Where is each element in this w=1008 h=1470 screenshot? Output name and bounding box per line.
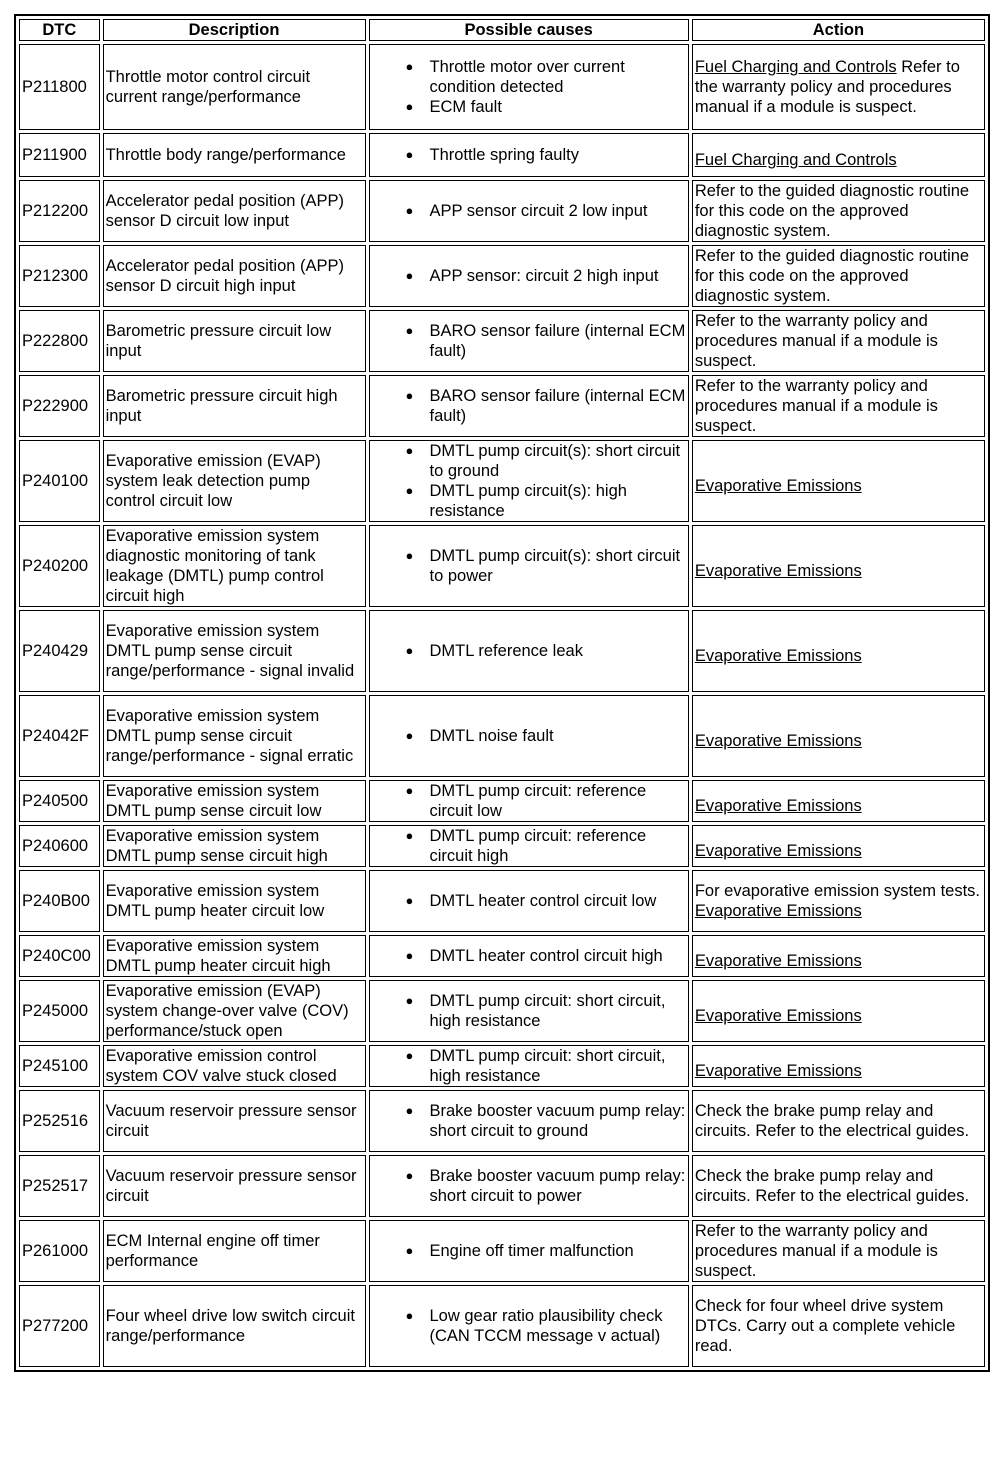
dtc-code: P245000 [19,980,100,1042]
dtc-code: P240600 [19,825,100,867]
action-link[interactable]: Evaporative Emissions [694,1062,862,1080]
dtc-code: P212200 [19,180,100,242]
cause-item: ● DMTL pump circuit(s): short circuit to ground [402,441,686,481]
dtc-description: Accelerator pedal position (APP) sensor D circuit low input [103,180,366,242]
dtc-description: Evaporative emission system DMTL pump heater circuit low [103,870,366,932]
dtc-code: P240200 [19,525,100,607]
cause-item: ● APP sensor circuit 2 low input [402,201,686,221]
cause-item: ● Brake booster vacuum pump relay: short circuit to ground [402,1101,686,1141]
dtc-description: Evaporative emission (EVAP) system leak detection pump control circuit low [103,440,366,522]
cause-item: ● BARO sensor failure (internal ECM fault) [402,386,686,426]
action-text: Refer to the warranty policy and procedures manual if a module is suspect. [694,58,960,116]
action-text: Refer to the warranty policy and procedures manual if a module is suspect. [694,377,938,435]
dtc-description: Evaporative emission control system COV valve stuck closed [103,1045,366,1087]
dtc-code: P240B00 [19,870,100,932]
dtc-description: Throttle motor control circuit current range/performance [103,44,366,130]
causes-list [372,321,686,361]
action-cell [692,440,985,522]
header-description: Description [103,19,366,41]
dtc-code: P245100 [19,1045,100,1087]
dtc-table-container [14,14,990,1372]
dtc-code: P222800 [19,310,100,372]
possible-causes [369,610,689,692]
table-row [19,980,985,1042]
dtc-table [14,14,990,1372]
possible-causes [369,1045,689,1087]
cause-item: ● DMTL pump circuit(s): short circuit to power [402,546,686,586]
table-row [19,1155,985,1217]
table-row [19,1220,985,1282]
possible-causes [369,180,689,242]
possible-causes [369,1285,689,1367]
cause-item: ● ECM fault [402,97,686,117]
cause-item: ● DMTL noise fault [402,726,686,746]
possible-causes [369,1220,689,1282]
possible-causes [369,245,689,307]
table-row [19,1285,985,1367]
dtc-description: Vacuum reservoir pressure sensor circuit [103,1090,366,1152]
table-row [19,870,985,932]
causes-list [372,991,686,1031]
table-row [19,133,985,177]
action-cell [692,245,985,307]
header-row [19,19,985,41]
action-cell [692,1090,985,1152]
table-row [19,525,985,607]
action-cell [692,180,985,242]
causes-list [372,386,686,426]
causes-list [372,441,686,521]
header-action: Action [692,19,985,41]
action-text: Check for four wheel drive system DTCs. Carry out a complete vehicle read. [694,1297,956,1355]
action-cell [692,1045,985,1087]
possible-causes [369,44,689,130]
table-row [19,825,985,867]
action-link[interactable]: Evaporative Emissions [694,1007,862,1025]
cause-item: ● Throttle motor over current condition detected [402,57,686,97]
cause-item: ● DMTL heater control circuit low [402,891,686,911]
causes-list [372,1166,686,1206]
table-row [19,375,985,437]
action-link[interactable]: Evaporative Emissions [694,797,862,815]
header-causes: Possible causes [369,19,689,41]
action-link[interactable]: Evaporative Emissions [694,952,862,970]
action-cell [692,375,985,437]
table-row [19,935,985,977]
causes-list [372,546,686,586]
action-link[interactable]: Evaporative Emissions [694,732,862,750]
possible-causes [369,695,689,777]
dtc-description: Evaporative emission system DMTL pump heater circuit high [103,935,366,977]
action-text: Refer to the warranty policy and procedures manual if a module is suspect. [694,1222,938,1280]
action-cell [692,610,985,692]
action-cell [692,780,985,822]
action-link[interactable]: Evaporative Emissions [694,647,862,665]
table-row [19,245,985,307]
dtc-description: ECM Internal engine off timer performance [103,1220,366,1282]
dtc-code: P240500 [19,780,100,822]
action-link[interactable]: Fuel Charging and Controls [694,58,897,76]
action-cell [692,310,985,372]
cause-item: ● BARO sensor failure (internal ECM fault) [402,321,686,361]
cause-item: ● Low gear ratio plausibility check (CAN TCCM message v actual) [402,1306,686,1346]
dtc-code: P252517 [19,1155,100,1217]
dtc-code: P261000 [19,1220,100,1282]
table-row [19,1090,985,1152]
cause-item: ● DMTL heater control circuit high [402,946,686,966]
action-text: For evaporative emission system tests. [694,882,981,900]
dtc-code: P212300 [19,245,100,307]
cause-item: ● DMTL pump circuit(s): high resistance [402,481,686,521]
causes-list [372,1101,686,1141]
action-cell [692,980,985,1042]
causes-list [372,1306,686,1346]
dtc-code: P211800 [19,44,100,130]
action-cell [692,1155,985,1217]
dtc-code: P277200 [19,1285,100,1367]
dtc-description: Four wheel drive low switch circuit range/performance [103,1285,366,1367]
cause-item: ● Brake booster vacuum pump relay: short circuit to power [402,1166,686,1206]
causes-list [372,145,686,165]
cause-item: ● DMTL pump circuit: short circuit, high resistance [402,991,686,1031]
dtc-description: Barometric pressure circuit high input [103,375,366,437]
possible-causes [369,525,689,607]
possible-causes [369,870,689,932]
causes-list [372,641,686,661]
table-row [19,1045,985,1087]
dtc-code: P240C00 [19,935,100,977]
action-cell [692,133,985,177]
dtc-description: Evaporative emission system DMTL pump sense circuit range/performance - signal invalid [103,610,366,692]
dtc-description: Evaporative emission system DMTL pump sense circuit high [103,825,366,867]
dtc-code: P240100 [19,440,100,522]
causes-list [372,781,686,821]
causes-list [372,57,686,117]
table-row [19,44,985,130]
causes-list [372,946,686,966]
dtc-description: Evaporative emission (EVAP) system change-over valve (COV) performance/stuck open [103,980,366,1042]
cause-item: ● APP sensor: circuit 2 high input [402,266,686,286]
cause-item: ● DMTL pump circuit: reference circuit low [402,781,686,821]
possible-causes [369,310,689,372]
action-text: Check the brake pump relay and circuits. Refer to the electrical guides. [694,1102,970,1140]
action-cell [692,1285,985,1367]
causes-list [372,891,686,911]
possible-causes [369,935,689,977]
causes-list [372,826,686,866]
action-cell [692,695,985,777]
dtc-description: Evaporative emission system diagnostic monitoring of tank leakage (DMTL) pump control circuit high [103,525,366,607]
action-text: Refer to the guided diagnostic routine for this code on the approved diagnostic system. [694,182,970,240]
table-row [19,180,985,242]
cause-item: ● DMTL pump circuit: short circuit, high resistance [402,1046,686,1086]
causes-list [372,266,686,286]
causes-list [372,201,686,221]
dtc-description: Accelerator pedal position (APP) sensor D circuit high input [103,245,366,307]
action-link[interactable]: Evaporative Emissions [694,902,862,920]
action-text: Refer to the guided diagnostic routine for this code on the approved diagnostic system. [694,247,970,305]
causes-list [372,726,686,746]
dtc-description: Vacuum reservoir pressure sensor circuit [103,1155,366,1217]
action-cell [692,935,985,977]
causes-list [372,1241,686,1261]
dtc-table-body [19,44,985,1367]
action-link[interactable]: Evaporative Emissions [694,477,862,495]
table-row [19,440,985,522]
possible-causes [369,825,689,867]
action-cell [692,870,985,932]
dtc-description: Evaporative emission system DMTL pump sense circuit range/performance - signal erratic [103,695,366,777]
table-row [19,695,985,777]
table-row [19,310,985,372]
action-cell [692,525,985,607]
dtc-code: P240429 [19,610,100,692]
dtc-description: Throttle body range/performance [103,133,366,177]
possible-causes [369,980,689,1042]
action-link[interactable]: Evaporative Emissions [694,842,862,860]
cause-item: ● DMTL reference leak [402,641,686,661]
possible-causes [369,780,689,822]
action-cell [692,825,985,867]
possible-causes [369,133,689,177]
action-cell [692,44,985,130]
dtc-code: P24042F [19,695,100,777]
table-row [19,780,985,822]
dtc-code: P211900 [19,133,100,177]
cause-item: ● DMTL pump circuit: reference circuit high [402,826,686,866]
dtc-description: Evaporative emission system DMTL pump sense circuit low [103,780,366,822]
action-text: Refer to the warranty policy and procedures manual if a module is suspect. [694,312,938,370]
possible-causes [369,440,689,522]
action-link[interactable]: Fuel Charging and Controls [694,151,897,169]
cause-item: ● Engine off timer malfunction [402,1241,686,1261]
header-dtc: DTC [19,19,100,41]
action-cell [692,1220,985,1282]
action-text: Check the brake pump relay and circuits. Refer to the electrical guides. [694,1167,970,1205]
causes-list [372,1046,686,1086]
possible-causes [369,375,689,437]
table-row [19,610,985,692]
possible-causes [369,1090,689,1152]
dtc-description: Barometric pressure circuit low input [103,310,366,372]
action-link[interactable]: Evaporative Emissions [694,562,862,580]
dtc-code: P252516 [19,1090,100,1152]
possible-causes [369,1155,689,1217]
cause-item: ● Throttle spring faulty [402,145,686,165]
dtc-code: P222900 [19,375,100,437]
